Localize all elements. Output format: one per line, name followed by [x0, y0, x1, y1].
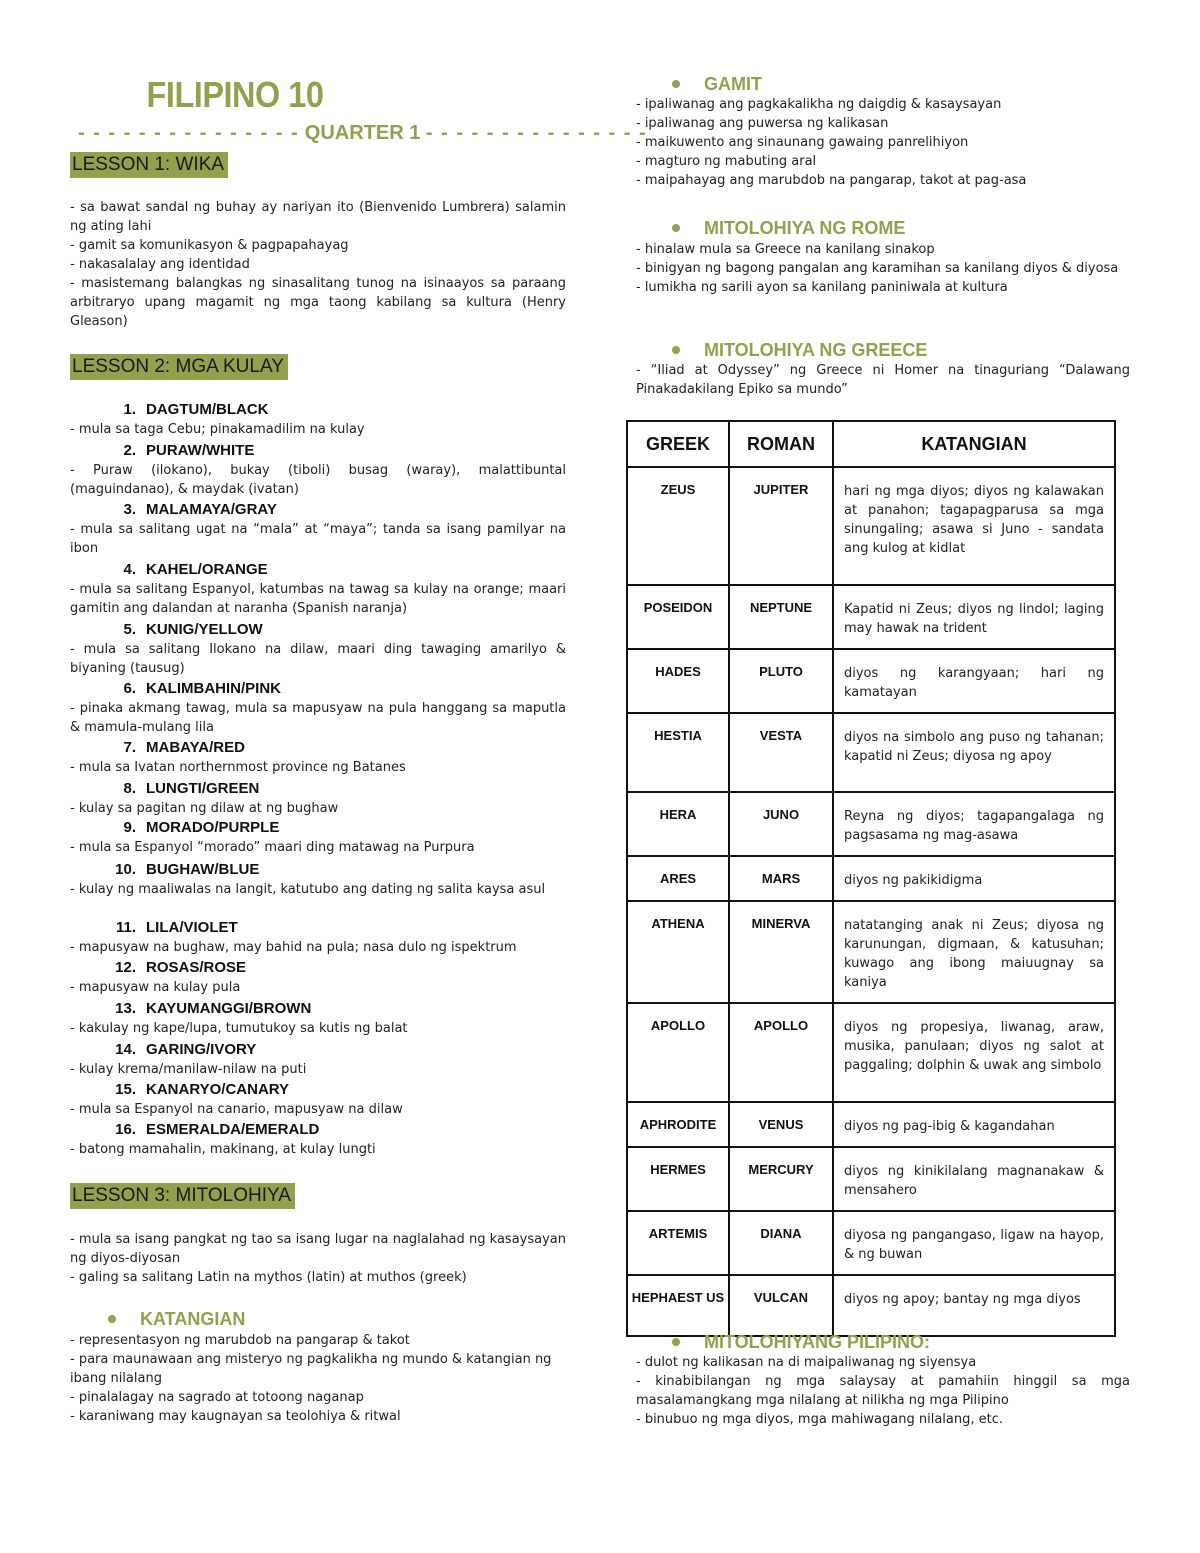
- color-name: KANARYO/CANARY: [146, 1081, 290, 1098]
- color-name: ROSAS/ROSE: [146, 959, 247, 976]
- color-number: 7.: [123, 739, 136, 756]
- katangian-heading-text: KATANGIAN: [140, 1309, 246, 1329]
- color-heading: [70, 818, 566, 838]
- color-name: PURAW/WHITE: [146, 442, 255, 459]
- table-row: [627, 649, 1115, 713]
- pilipino-line: - binubuo ng mga diyos, mga mahiwagang nilalang, etc.: [636, 1412, 1004, 1427]
- greek-name-cell: POSEIDON: [627, 585, 729, 649]
- roman-name-cell: DIANA: [729, 1211, 833, 1275]
- roman-name-cell: APOLLO: [729, 1003, 833, 1102]
- color-number: 2.: [123, 442, 136, 459]
- table-header-row: [627, 421, 1115, 467]
- lesson1-line: - gamit sa komunikasyon & pagpapahayag: [70, 238, 349, 253]
- gamit-heading-text: GAMIT: [704, 74, 762, 94]
- table-row: [627, 585, 1115, 649]
- color-number: 4.: [123, 561, 136, 578]
- lesson1-body: [70, 198, 566, 331]
- bullet-icon: [672, 224, 680, 232]
- roman-name-cell: MERCURY: [729, 1147, 833, 1211]
- table-row: [627, 856, 1115, 901]
- color-name: DAGTUM/BLACK: [146, 401, 269, 418]
- color-number: 16.: [115, 1121, 136, 1138]
- rome-heading: [672, 217, 905, 239]
- color-number: 9.: [123, 819, 136, 836]
- lesson3-heading: LESSON 3: MITOLOHIYA: [70, 1183, 295, 1209]
- greek-name-cell: HERMES: [627, 1147, 729, 1211]
- pilipino-heading: [672, 1331, 930, 1353]
- pilipino-body: [636, 1353, 1130, 1429]
- color-item: [70, 560, 566, 618]
- roman-name-cell: JUNO: [729, 792, 833, 856]
- bullet-icon: [108, 1315, 116, 1323]
- color-heading: [70, 1120, 566, 1140]
- gamit-heading: [672, 73, 762, 95]
- gamit-line: - ipaliwanag ang pagkakalikha ng daigdig & kasaysayan: [636, 97, 1002, 112]
- greece-heading-text: MITOLOHIYA NG GREECE: [704, 340, 928, 360]
- greece-heading: [672, 339, 927, 361]
- pilipino-line: - dulot ng kalikasan na di maipaliwanag ng siyensya: [636, 1355, 977, 1370]
- color-item: [70, 1040, 566, 1079]
- color-name: KALIMBAHIN/PINK: [146, 680, 281, 697]
- roman-name-cell: PLUTO: [729, 649, 833, 713]
- color-name: MALAMAYA/GRAY: [146, 501, 277, 518]
- greek-name-cell: ARTEMIS: [627, 1211, 729, 1275]
- greek-name-cell: HESTIA: [627, 713, 729, 792]
- quarter-label: QUARTER 1: [304, 122, 421, 144]
- lesson2-heading: LESSON 2: MGA KULAY: [70, 354, 288, 380]
- color-description: - Puraw (ilokano), bukay (tiboli) busag (waray), malattibuntal (maguindanao), & maydak (ivatan): [70, 463, 566, 497]
- katangian-cell: diyos ng apoy; bantay ng mga diyos: [833, 1275, 1115, 1336]
- katangian-heading: [108, 1308, 245, 1330]
- greek-name-cell: ZEUS: [627, 467, 729, 585]
- greek-name-cell: ARES: [627, 856, 729, 901]
- katangian-line: - para maunawaan ang misteryo ng pagkalikha ng mundo & katangian ng ibang nilalang: [70, 1352, 552, 1386]
- color-name: BUGHAW/BLUE: [146, 861, 260, 878]
- color-heading: [70, 679, 566, 699]
- greek-name-cell: HERA: [627, 792, 729, 856]
- color-item: [70, 620, 566, 678]
- katangian-cell: natatanging anak ni Zeus; diyosa ng karunungan, digmaan, & katusuhan; kuwago ang ibong maiuugnay sa kaniya: [833, 901, 1115, 1003]
- color-item: [70, 818, 566, 857]
- roman-name-cell: NEPTUNE: [729, 585, 833, 649]
- rome-line: - binigyan ng bagong pangalan ang karamihan sa kanilang diyos & diyosa: [636, 261, 1119, 276]
- color-heading: [70, 738, 566, 758]
- greek-name-cell: HEPHAEST US: [627, 1275, 729, 1336]
- color-description: - mula sa salitang Ilokano na dilaw, maari ding tawaging amarilyo & biyaning (tausug): [70, 642, 566, 676]
- katangian-cell: hari ng mga diyos; diyos ng kalawakan at panahon; tagapagparusa sa mga sinungaling; asawa si Juno - sandata ang kulog at kidlat: [833, 467, 1115, 585]
- col-header-greek: GREEK: [627, 421, 729, 467]
- bullet-icon: [672, 346, 680, 354]
- color-number: 5.: [123, 621, 136, 638]
- lesson1-line: - nakasalalay ang identidad: [70, 257, 250, 272]
- color-description: - kulay ng maaliwalas na langit, katutubo ang dating ng salita kaysa asul: [70, 882, 546, 897]
- gamit-line: - magturo ng mabuting aral: [636, 154, 817, 169]
- color-item: [70, 999, 566, 1038]
- color-description: - mula sa Espanyol na canario, mapusyaw na dilaw: [70, 1102, 403, 1117]
- color-description: - mula sa salitang ugat na “mala” at “maya”; tanda sa isang pamilyar na ibon: [70, 522, 566, 556]
- rome-body: [636, 240, 1130, 297]
- table-row: [627, 901, 1115, 1003]
- color-number: 10.: [115, 861, 136, 878]
- color-name: KUNIG/YELLOW: [146, 621, 263, 638]
- table-row: [627, 1102, 1115, 1147]
- color-heading: [70, 400, 566, 420]
- katangian-line: - pinalalagay na sagrado at totoong naganap: [70, 1390, 364, 1405]
- color-heading: [70, 1040, 566, 1060]
- roman-name-cell: VULCAN: [729, 1275, 833, 1336]
- lesson1-line: - masistemang balangkas ng sinasalitang tunog na isinaayos sa paraang arbitraryo upang magamit ng mga taong kabilang sa kultura (Henry Gleason): [70, 276, 566, 329]
- table-row: [627, 1147, 1115, 1211]
- greek-name-cell: HADES: [627, 649, 729, 713]
- katangian-cell: Kapatid ni Zeus; diyos ng lindol; laging may hawak na trident: [833, 585, 1115, 649]
- color-heading: [70, 560, 566, 580]
- roman-name-cell: JUPITER: [729, 467, 833, 585]
- greek-name-cell: APHRODITE: [627, 1102, 729, 1147]
- katangian-cell: diyos ng propesiya, liwanag, araw, musika, panulaan; diyos ng salot at paggaling; dolphin & uwak ang simbolo: [833, 1003, 1115, 1102]
- gamit-line: - maipahayag ang marubdob na pangarap, takot at pag-asa: [636, 173, 1027, 188]
- table-row: [627, 1211, 1115, 1275]
- katangian-cell: diyos ng pag-ibig & kagandahan: [833, 1102, 1115, 1147]
- lesson3-line: - mula sa isang pangkat ng tao sa isang lugar na naglalahad ng kasaysayan ng diyos-diyosan: [70, 1232, 566, 1266]
- gamit-body: [636, 95, 1130, 190]
- color-name: KAYUMANGGI/BROWN: [146, 1000, 312, 1017]
- col-header-roman: ROMAN: [729, 421, 833, 467]
- color-heading: [70, 779, 566, 799]
- rome-heading-text: MITOLOHIYA NG ROME: [704, 218, 906, 238]
- greek-name-cell: APOLLO: [627, 1003, 729, 1102]
- color-description: - batong mamahalin, makinang, at kulay lungti: [70, 1142, 376, 1157]
- roman-name-cell: MARS: [729, 856, 833, 901]
- color-description: - mula sa salitang Espanyol, katumbas na tawag sa kulay na orange; maari gamitin ang dalandan at naranha (Spanish naranja): [70, 582, 566, 616]
- katangian-cell: diyos ng kinikilalang magnanakaw & mensahero: [833, 1147, 1115, 1211]
- table-row: [627, 713, 1115, 792]
- color-item: [70, 1080, 566, 1119]
- color-item: [70, 779, 566, 818]
- color-number: 8.: [123, 780, 136, 797]
- color-number: 1.: [123, 401, 136, 418]
- color-heading: [70, 1080, 566, 1100]
- katangian-cell: diyos ng pakikidigma: [833, 856, 1115, 901]
- color-item: [70, 738, 566, 777]
- greece-line: - “Iliad at Odyssey” ng Greece ni Homer na tinaguriang “Dalawang Pinakadakilang Epiko sa mundo”: [636, 363, 1130, 397]
- gamit-line: - maikuwento ang sinaunang gawaing panrelihiyon: [636, 135, 969, 150]
- color-description: - mapusyaw na bughaw, may bahid na pula; nasa dulo ng ispektrum: [70, 940, 517, 955]
- katangian-line: - representasyon ng marubdob na pangarap & takot: [70, 1333, 410, 1348]
- pilipino-heading-text: MITOLOHIYANG PILIPINO:: [704, 1332, 931, 1352]
- rome-line: - lumikha ng sarili ayon sa kanilang paniniwala at kultura: [636, 280, 1008, 295]
- bullet-icon: [672, 1338, 680, 1346]
- gods-table: [626, 420, 1116, 1337]
- table-row: [627, 792, 1115, 856]
- color-heading: [70, 918, 566, 938]
- color-description: - mula sa Ivatan northernmost province ng Batanes: [70, 760, 406, 775]
- color-item: [70, 1120, 566, 1159]
- color-description: - mapusyaw na kulay pula: [70, 980, 241, 995]
- color-name: MORADO/PURPLE: [146, 819, 280, 836]
- color-heading: [70, 958, 566, 978]
- roman-name-cell: VENUS: [729, 1102, 833, 1147]
- katangian-line: - karaniwang may kaugnayan sa teolohiya & ritwal: [70, 1409, 401, 1424]
- lesson3-line: - galing sa salitang Latin na mythos (latin) at muthos (greek): [70, 1270, 467, 1285]
- color-item: [70, 918, 566, 957]
- color-heading: [70, 620, 566, 640]
- table-row: [627, 1003, 1115, 1102]
- col-header-katangian: KATANGIAN: [833, 421, 1115, 467]
- color-name: GARING/IVORY: [146, 1041, 257, 1058]
- lesson3-body: [70, 1230, 566, 1287]
- roman-name-cell: VESTA: [729, 713, 833, 792]
- color-item: [70, 441, 566, 499]
- color-name: KAHEL/ORANGE: [146, 561, 268, 578]
- table-row: [627, 1275, 1115, 1336]
- greek-name-cell: ATHENA: [627, 901, 729, 1003]
- color-number: 11.: [115, 919, 136, 936]
- quarter-dashes-right: - - - - - - - - - - - - - - -: [425, 122, 648, 144]
- color-number: 13.: [115, 1000, 136, 1017]
- katangian-cell: diyosa ng pangangaso, ligaw na hayop, & ng buwan: [833, 1211, 1115, 1275]
- page-title: FILIPINO 10: [146, 74, 324, 115]
- greece-body: [636, 361, 1130, 399]
- lesson1-heading: LESSON 1: WIKA: [70, 152, 228, 178]
- color-heading: [70, 500, 566, 520]
- katangian-cell: diyos ng karangyaan; hari ng kamatayan: [833, 649, 1115, 713]
- table-row: [627, 467, 1115, 585]
- color-item: [70, 500, 566, 558]
- katangian-body: [70, 1331, 566, 1426]
- color-heading: [70, 999, 566, 1019]
- color-name: ESMERALDA/EMERALD: [146, 1121, 320, 1138]
- color-number: 14.: [115, 1041, 136, 1058]
- color-heading: [70, 441, 566, 461]
- color-heading: [70, 860, 566, 880]
- quarter-dashes-left: - - - - - - - - - - - - - - -: [78, 122, 300, 144]
- lesson1-line: - sa bawat sandal ng buhay ay nariyan ito (Bienvenido Lumbrera) salamin ng ating lahi: [70, 200, 566, 234]
- rome-line: - hinalaw mula sa Greece na kanilang sinakop: [636, 242, 935, 257]
- color-item: [70, 400, 566, 439]
- katangian-cell: diyos na simbolo ang puso ng tahanan; kapatid ni Zeus; diyosa ng apoy: [833, 713, 1115, 792]
- color-item: [70, 679, 566, 737]
- color-description: - mula sa Espanyol “morado” maari ding matawag na Purpura: [70, 840, 475, 855]
- color-name: MABAYA/RED: [146, 739, 245, 756]
- bullet-icon: [672, 80, 680, 88]
- color-number: 3.: [123, 501, 136, 518]
- color-description: - kulay krema/manilaw-nilaw na puti: [70, 1062, 307, 1077]
- color-description: - kakulay ng kape/lupa, tumutukoy sa kutis ng balat: [70, 1021, 408, 1036]
- color-description: - kulay sa pagitan ng dilaw at ng bughaw: [70, 801, 339, 816]
- color-description: - pinaka akmang tawag, mula sa mapusyaw na pula hanggang sa maputla & mamula-mulang lila: [70, 701, 566, 735]
- color-name: LILA/VIOLET: [146, 919, 238, 936]
- color-name: LUNGTI/GREEN: [146, 780, 260, 797]
- roman-name-cell: MINERVA: [729, 901, 833, 1003]
- color-number: 15.: [115, 1081, 136, 1098]
- gamit-line: - ipaliwanag ang puwersa ng kalikasan: [636, 116, 889, 131]
- color-item: [70, 958, 566, 997]
- color-description: - mula sa taga Cebu; pinakamadilim na kulay: [70, 422, 365, 437]
- color-number: 12.: [115, 959, 136, 976]
- pilipino-line: - kinabibilangan ng mga salaysay at pamahiin hinggil sa mga masalamangkang mga nilalang at nilikha ng mga Pilipino: [636, 1374, 1130, 1408]
- katangian-cell: Reyna ng diyos; tagapangalaga ng pagsasama ng mag-asawa: [833, 792, 1115, 856]
- color-item: [70, 860, 566, 899]
- quarter-heading: [78, 122, 648, 145]
- color-number: 6.: [123, 680, 136, 697]
